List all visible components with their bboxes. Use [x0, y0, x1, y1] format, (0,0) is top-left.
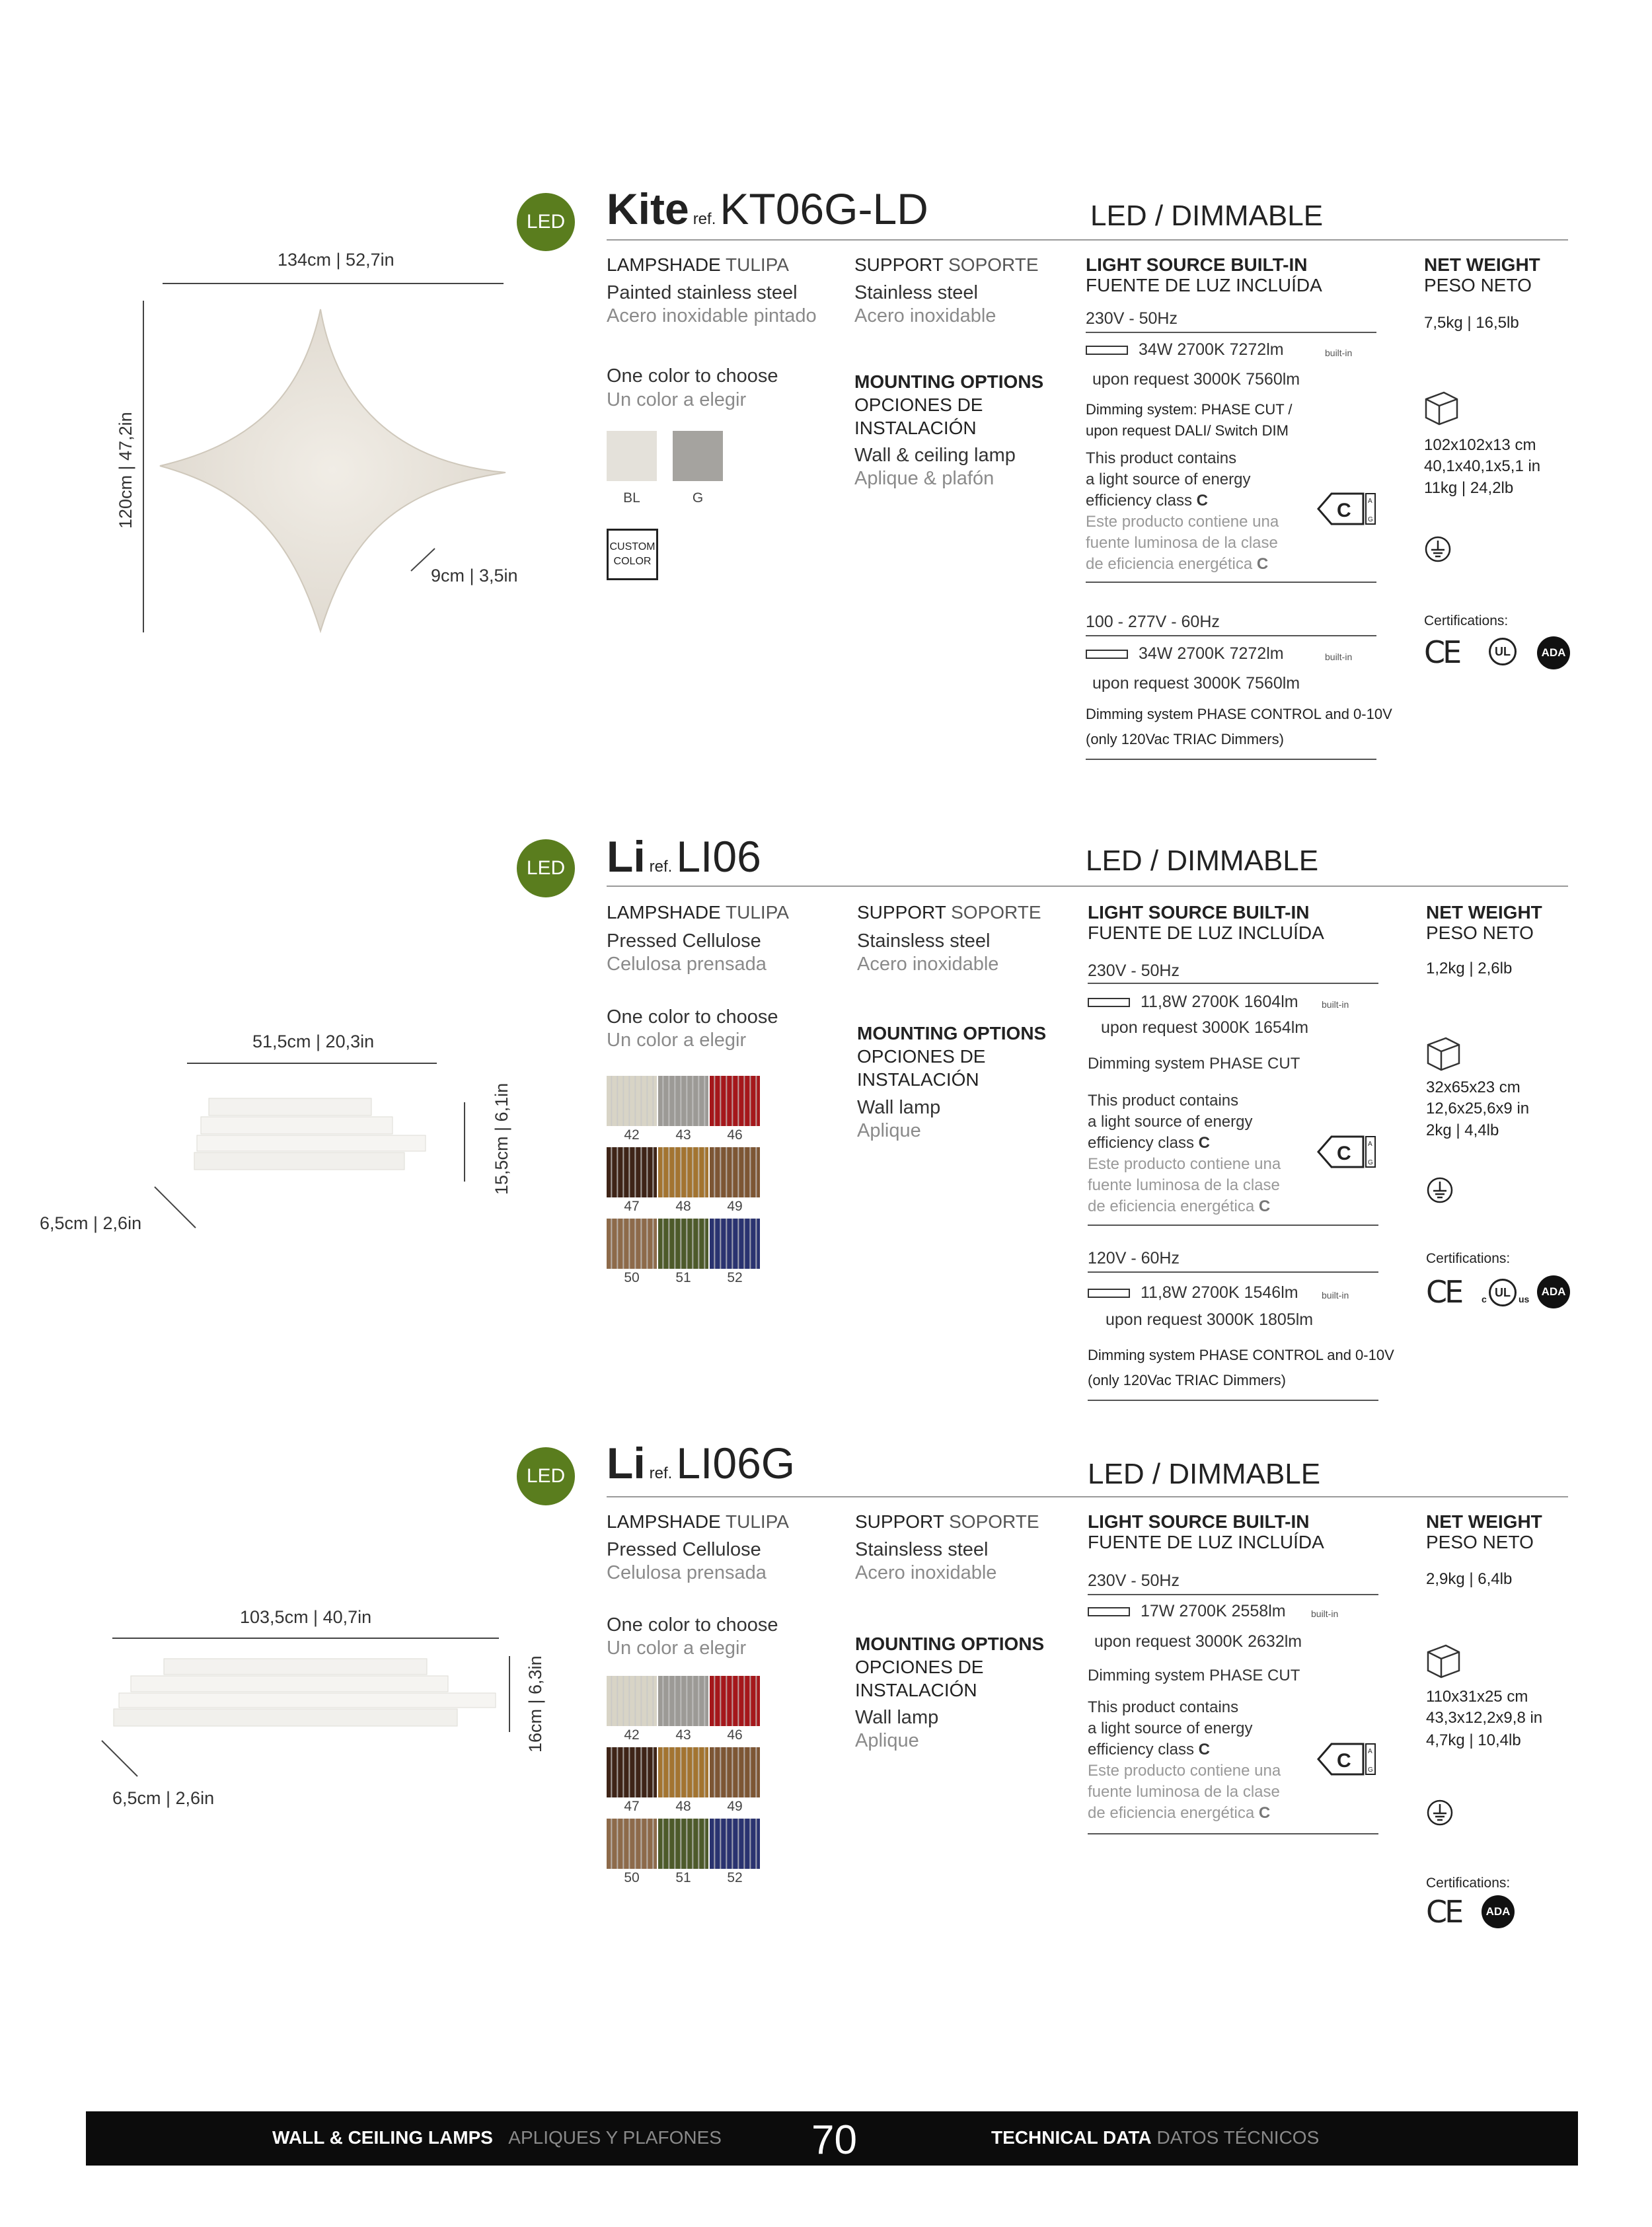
voltage-1: 230V - 50Hz: [1086, 309, 1178, 328]
lampshade-heading: LAMPSHADE TULIPA: [607, 902, 789, 923]
ref-label: ref.: [649, 1464, 673, 1482]
swatch-46[interactable]: [710, 1076, 760, 1126]
swatch-label: 47: [624, 1199, 640, 1214]
voltage-1: 230V - 50Hz: [1088, 962, 1180, 980]
ref-label: ref.: [693, 210, 716, 228]
swatch-label: 43: [675, 1727, 691, 1743]
mounting-option: Wall lamp: [855, 1707, 939, 1728]
light-spec-2: 34W 2700K 7272lm: [1139, 644, 1284, 663]
ada-mark-icon: ADA: [1537, 1275, 1570, 1308]
energy-es-3: de eficiencia energética C: [1086, 555, 1269, 573]
package-weight: 11kg | 24,2lb: [1424, 479, 1514, 497]
energy-es-1: Este producto contiene una: [1088, 1155, 1281, 1173]
light-heading: LIGHT SOURCE BUILT-IN: [1086, 254, 1308, 275]
swatch-49[interactable]: [710, 1747, 760, 1797]
package-dims: 110x31x25 cm: [1426, 1688, 1528, 1706]
ul-mark-icon: UL: [1489, 638, 1517, 665]
swatch-label: 52: [727, 1270, 743, 1285]
light-heading-es: FUENTE DE LUZ INCLUÍDA: [1088, 923, 1324, 943]
support-heading: SUPPORT SOPORTE: [854, 254, 1039, 275]
swatch-label: G: [692, 490, 704, 506]
swatch-label: 50: [624, 1270, 640, 1285]
mounting-option: Wall & ceiling lamp: [854, 445, 1016, 466]
dim-height-line: [464, 1102, 465, 1182]
energy-en-3: efficiency class C: [1088, 1741, 1210, 1758]
light-request: upon request 3000K 1654lm: [1101, 1018, 1309, 1037]
svg-text:G: G: [1368, 1159, 1373, 1166]
energy-en-1: This product contains: [1086, 449, 1237, 467]
weight-heading: NET WEIGHT: [1426, 1511, 1542, 1532]
package-icon: [1426, 1034, 1462, 1071]
swatch-52[interactable]: [710, 1219, 760, 1269]
svg-text:C: C: [1337, 1750, 1351, 1772]
energy-en-1: This product contains: [1088, 1092, 1239, 1110]
product-name: Kite: [607, 184, 689, 233]
lampshade-material-es: Celulosa prensada: [607, 1562, 767, 1583]
builtin-label: built-in: [1322, 999, 1349, 1010]
svg-text:A: A: [1368, 1141, 1372, 1148]
package-weight: 2kg | 4,4lb: [1426, 1121, 1499, 1139]
dim-width: 51,5cm | 20,3in: [252, 1032, 375, 1051]
energy-es-3: de eficiencia energética C: [1088, 1197, 1271, 1215]
dim-width: 134cm | 52,7in: [278, 250, 394, 270]
dim-height: 120cm | 47,2in: [116, 412, 135, 529]
energy-en-1: This product contains: [1088, 1698, 1239, 1716]
swatch-51[interactable]: [658, 1819, 708, 1869]
footer-section: WALL & CEILING LAMPS APLIQUES Y PLAFONES: [272, 2127, 722, 2148]
swatch-47[interactable]: [607, 1747, 657, 1797]
color-choice: One color to choose: [607, 365, 778, 387]
dim-depth-line: [100, 1739, 140, 1779]
light-request-2: upon request 3000K 1805lm: [1106, 1310, 1314, 1329]
dimming-2: upon request DALI/ Switch DIM: [1086, 422, 1289, 439]
certifications-label: Certifications:: [1426, 1875, 1511, 1891]
product-name: Li: [607, 832, 646, 881]
color-choice-es: Un color a elegir: [607, 1030, 747, 1051]
swatch-label: 51: [675, 1270, 691, 1285]
swatch-42[interactable]: [607, 1076, 657, 1126]
support-material: Stainsless steel: [857, 930, 991, 952]
swatch-label: BL: [623, 490, 640, 506]
dim-width: 103,5cm | 40,7in: [240, 1607, 372, 1627]
energy-es-3: de eficiencia energética C: [1088, 1804, 1271, 1822]
dim-width-line: [112, 1638, 499, 1639]
swatch-49[interactable]: [710, 1147, 760, 1197]
ground-icon: [1426, 1176, 1454, 1204]
weight-heading-es: PESO NETO: [1426, 923, 1534, 943]
mounting-heading-es2: INSTALACIÓN: [855, 1680, 977, 1700]
light-end-rule: [1088, 1400, 1378, 1401]
mounting-heading: MOUNTING OPTIONS: [855, 1634, 1045, 1654]
builtin-label: built-in: [1325, 348, 1353, 358]
support-heading: SUPPORT SOPORTE: [855, 1511, 1039, 1532]
dim-depth: 9cm | 3,5in: [431, 566, 518, 585]
energy-rule: [1088, 1833, 1378, 1834]
swatch-47[interactable]: [607, 1147, 657, 1197]
dim-height-line: [509, 1656, 510, 1732]
svg-text:A: A: [1368, 1748, 1372, 1755]
package-weight: 4,7kg | 10,4lb: [1426, 1731, 1521, 1749]
swatch-label: 51: [675, 1870, 691, 1885]
mounting-heading-es2: INSTALACIÓN: [857, 1069, 979, 1090]
light-request: upon request 3000K 2632lm: [1094, 1632, 1302, 1651]
lampshade-material-es: Celulosa prensada: [607, 954, 767, 975]
dim-height: 16cm | 6,3in: [525, 1655, 545, 1753]
ada-mark-icon: ADA: [1482, 1895, 1515, 1928]
mounting-heading-es: OPCIONES DE: [855, 1657, 984, 1677]
swatch-grid: [607, 1076, 765, 1294]
product-type: LED / DIMMABLE: [1088, 1458, 1321, 1490]
weight-heading-es: PESO NETO: [1424, 275, 1532, 295]
dimming-v2-2: (only 120Vac TRIAC Dimmers): [1086, 731, 1284, 747]
product-name: Li: [607, 1439, 646, 1488]
certifications-label: Certifications:: [1426, 1251, 1511, 1266]
mounting-option-es: Aplique & plafón: [854, 468, 995, 489]
product-type: LED / DIMMABLE: [1086, 845, 1319, 877]
dim-depth: 6,5cm | 2,6in: [40, 1213, 142, 1233]
energy-en-2: a light source of energy: [1086, 471, 1251, 488]
led-chip-icon: [1088, 1607, 1130, 1616]
energy-es-2: fuente luminosa de la clase: [1088, 1176, 1280, 1194]
swatch-label: 50: [624, 1870, 640, 1885]
color-choice-es: Un color a elegir: [607, 1638, 747, 1659]
swatch-46[interactable]: [710, 1676, 760, 1726]
light-spec: 11,8W 2700K 1604lm: [1141, 993, 1298, 1011]
voltage-2: 120V - 60Hz: [1088, 1249, 1180, 1267]
swatch-48[interactable]: [658, 1147, 708, 1197]
color-choice: One color to choose: [607, 1006, 778, 1028]
mounting-heading-es: OPCIONES DE: [857, 1046, 986, 1067]
color-choice: One color to choose: [607, 1614, 778, 1636]
support-material: Stainless steel: [854, 282, 978, 303]
weight-heading: NET WEIGHT: [1426, 902, 1542, 923]
package-dims-in: 12,6x25,6x9 in: [1426, 1100, 1530, 1117]
mounting-option: Wall lamp: [857, 1097, 941, 1118]
li06-lamp-image: [192, 1096, 436, 1182]
package-icon: [1426, 1642, 1462, 1679]
ground-icon: [1426, 1799, 1454, 1827]
svg-text:G: G: [1368, 516, 1373, 523]
ul-mark-icon: UL: [1489, 1279, 1517, 1306]
product-ref: KT06G-LD: [720, 184, 928, 233]
swatch-label: 43: [675, 1127, 691, 1143]
builtin-label-2: built-in: [1325, 652, 1353, 662]
li06g-lamp-image: [111, 1657, 498, 1733]
dim-height: 15,5cm | 6,1in: [492, 1082, 511, 1195]
mounting-heading-es2: INSTALACIÓN: [854, 418, 977, 438]
weight-heading-es: PESO NETO: [1426, 1532, 1534, 1552]
mounting-heading: MOUNTING OPTIONS: [854, 371, 1044, 392]
mounting-option-es: Aplique: [857, 1120, 921, 1141]
svg-text:G: G: [1368, 1766, 1373, 1774]
lampshade-material: Pressed Cellulose: [607, 1539, 761, 1560]
net-weight: 2,9kg | 6,4lb: [1426, 1570, 1513, 1588]
swatch-43[interactable]: [658, 1676, 708, 1726]
ada-mark-icon: ADA: [1537, 636, 1570, 669]
lampshade-material: Pressed Cellulose: [607, 930, 761, 952]
swatch-43[interactable]: [658, 1076, 708, 1126]
voltage-1: 230V - 50Hz: [1088, 1571, 1180, 1590]
light-heading: LIGHT SOURCE BUILT-IN: [1088, 902, 1310, 923]
swatch-50[interactable]: [607, 1219, 657, 1269]
builtin-label-2: built-in: [1322, 1290, 1349, 1301]
ce-mark-icon: CE: [1426, 1894, 1462, 1930]
swatch-50[interactable]: [607, 1819, 657, 1869]
dim-depth-line: [153, 1186, 200, 1232]
svg-text:C: C: [1337, 1143, 1351, 1164]
energy-es-1: Este producto contiene una: [1086, 513, 1279, 531]
light-spec: 17W 2700K 2558lm: [1141, 1602, 1286, 1620]
package-dims: 102x102x13 cm: [1424, 436, 1536, 454]
light-spec: 34W 2700K 7272lm: [1139, 340, 1284, 359]
svg-text:A: A: [1368, 498, 1372, 505]
energy-en-2: a light source of energy: [1088, 1113, 1253, 1131]
ce-mark-icon: CE: [1424, 634, 1460, 670]
energy-es-1: Este producto contiene una: [1088, 1762, 1281, 1780]
page-number: 70: [811, 2117, 857, 2163]
swatch-label: 47: [624, 1799, 640, 1814]
voltage-rule: [1088, 1594, 1378, 1595]
swatch-label: 48: [675, 1199, 691, 1214]
voltage2-rule: [1088, 1271, 1378, 1273]
dimming-1: Dimming system PHASE CUT: [1088, 1667, 1300, 1684]
led-badge: LED: [517, 839, 575, 897]
support-material-es: Acero inoxidable: [857, 954, 999, 975]
dimming-v2-1: Dimming system PHASE CONTROL and 0-10V: [1086, 706, 1392, 722]
light-spec-2: 11,8W 2700K 1546lm: [1141, 1283, 1298, 1302]
led-chip-icon: [1088, 998, 1130, 1007]
swatch-grid: [607, 1676, 765, 1894]
energy-es-2: fuente luminosa de la clase: [1088, 1783, 1280, 1801]
svg-text:C: C: [1337, 500, 1351, 521]
dimming-v2-1: Dimming system PHASE CONTROL and 0-10V: [1088, 1347, 1394, 1363]
dim-depth: 6,5cm | 2,6in: [112, 1788, 215, 1808]
light-request-2: upon request 3000K 7560lm: [1092, 674, 1300, 693]
footer-technical: TECHNICAL DATA DATOS TÉCNICOS: [991, 2127, 1320, 2148]
swatch-label: 46: [727, 1127, 743, 1143]
custom-color-box[interactable]: CUSTOM COLOR: [607, 529, 658, 580]
swatch-label: 42: [624, 1127, 640, 1143]
swatch-42[interactable]: [607, 1676, 657, 1726]
net-weight: 1,2kg | 2,6lb: [1426, 960, 1513, 977]
lampshade-heading: LAMPSHADE TULIPA: [607, 254, 789, 275]
swatch-label: 42: [624, 1727, 640, 1743]
support-heading: SUPPORT SOPORTE: [857, 902, 1041, 923]
mounting-option-es: Aplique: [855, 1730, 919, 1751]
product-title: [607, 831, 761, 882]
header-rule: [607, 1496, 1568, 1497]
package-dims-in: 40,1x40,1x5,1 in: [1424, 457, 1541, 475]
support-material-es: Acero inoxidable: [855, 1562, 997, 1583]
certifications-label: Certifications:: [1424, 613, 1509, 628]
c-mark: c: [1482, 1294, 1487, 1304]
lampshade-material: Painted stainless steel: [607, 282, 798, 303]
ref-label: ref.: [649, 858, 673, 876]
package-dims: 32x65x23 cm: [1426, 1078, 1521, 1096]
us-mark: us: [1519, 1294, 1530, 1304]
package-dims-in: 43,3x12,2x9,8 in: [1426, 1709, 1543, 1727]
swatch-label: 49: [727, 1799, 743, 1814]
swatch-48[interactable]: [658, 1747, 708, 1797]
support-material-es: Acero inoxidable: [854, 305, 996, 326]
lampshade-heading: LAMPSHADE TULIPA: [607, 1511, 789, 1532]
led-chip-icon: [1088, 1289, 1130, 1298]
dimming-1: Dimming system PHASE CUT: [1088, 1055, 1300, 1073]
energy-en-3: efficiency class C: [1088, 1134, 1210, 1152]
swatch-51[interactable]: [658, 1219, 708, 1269]
voltage-rule: [1088, 983, 1378, 984]
led-badge: LED: [517, 193, 575, 251]
builtin-label: built-in: [1311, 1608, 1339, 1619]
energy-class-icon: [1317, 1135, 1378, 1169]
energy-es-2: fuente luminosa de la clase: [1086, 534, 1278, 552]
energy-en-3: efficiency class C: [1086, 492, 1208, 510]
voltage-2: 100 - 277V - 60Hz: [1086, 613, 1220, 631]
light-heading-es: FUENTE DE LUZ INCLUÍDA: [1086, 275, 1322, 295]
light-request: upon request 3000K 7560lm: [1092, 370, 1300, 389]
product-title: [607, 1438, 795, 1488]
energy-en-2: a light source of energy: [1088, 1719, 1253, 1737]
dimming-v2-2: (only 120Vac TRIAC Dimmers): [1088, 1372, 1286, 1388]
dimming-1: Dimming system: PHASE CUT /: [1086, 401, 1293, 418]
swatch-label: 49: [727, 1199, 743, 1214]
swatch-52[interactable]: [710, 1819, 760, 1869]
net-weight: 7,5kg | 16,5lb: [1424, 314, 1519, 332]
support-material: Stainsless steel: [855, 1539, 989, 1560]
swatch-label: 46: [727, 1727, 743, 1743]
energy-rule: [1088, 1225, 1378, 1226]
color-choice-es: Un color a elegir: [607, 389, 747, 410]
weight-heading: NET WEIGHT: [1424, 254, 1540, 275]
swatch-label: 48: [675, 1799, 691, 1814]
lampshade-material-es: Acero inoxidable pintado: [607, 305, 817, 326]
header-rule: [607, 886, 1568, 887]
product-ref: LI06: [676, 832, 761, 881]
led-badge: LED: [517, 1447, 575, 1505]
swatch-label: 52: [727, 1870, 743, 1885]
mounting-heading-es: OPCIONES DE: [854, 395, 983, 415]
light-heading-es: FUENTE DE LUZ INCLUÍDA: [1088, 1532, 1324, 1552]
mounting-heading: MOUNTING OPTIONS: [857, 1023, 1047, 1043]
dim-width-line: [187, 1063, 437, 1064]
ce-mark-icon: CE: [1426, 1274, 1462, 1310]
product-type: LED / DIMMABLE: [1090, 200, 1324, 232]
energy-class-icon: [1317, 1742, 1378, 1776]
light-heading: LIGHT SOURCE BUILT-IN: [1088, 1511, 1310, 1532]
page-footer: [86, 2111, 1578, 2166]
product-ref: LI06G: [676, 1439, 796, 1488]
